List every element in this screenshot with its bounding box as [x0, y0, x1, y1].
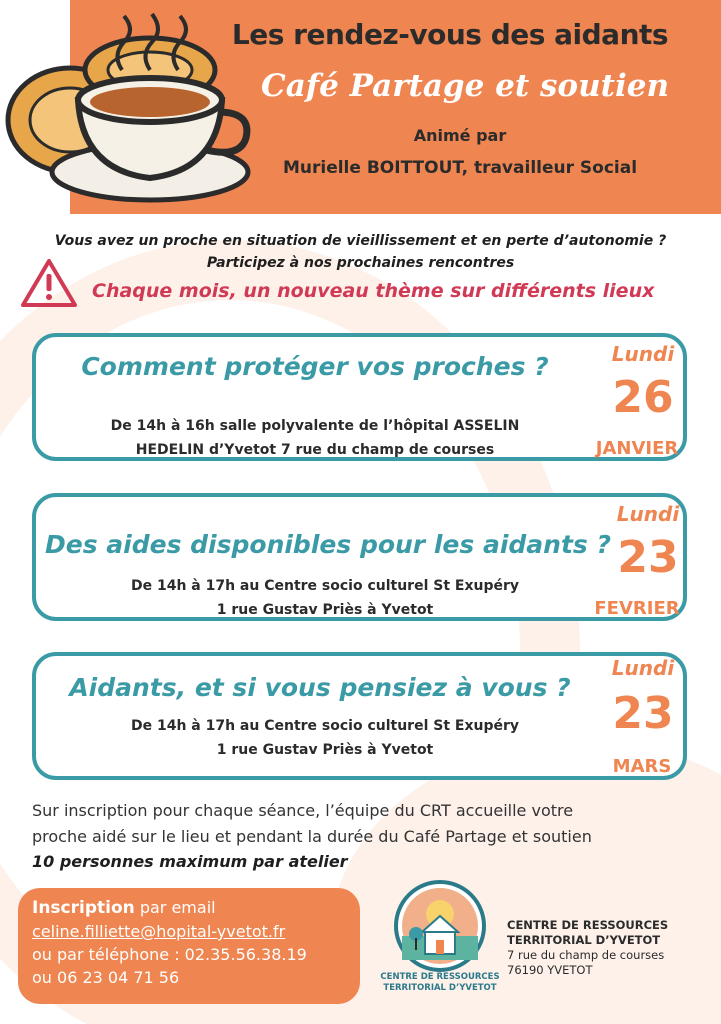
session-details-1 [70, 414, 560, 462]
org-name-line-1: CENTRE DE RESSOURCES [507, 918, 669, 932]
registration-info [32, 798, 702, 850]
org-address-line-2: 76190 YVETOT [507, 963, 593, 977]
session-month-2: FEVRIER [594, 598, 680, 619]
session-location-2a: De 14h à 17h au Centre socio culturel St Exupéry [130, 578, 520, 594]
session-location-3b: 1 rue Gustav Priès à Yvetot [216, 742, 434, 758]
logo-caption-line-1: CENTRE DE RESSOURCES [380, 972, 500, 982]
session-month-1: JANVIER [595, 438, 679, 459]
session-details-2 [80, 574, 570, 622]
logo-caption [368, 972, 512, 994]
inscription-label: Inscription [32, 898, 135, 918]
intro-line-1: Vous avez un proche en situation de vieillissement et en perte d’autonomie ? [54, 233, 667, 249]
page-subtitle: Café Partage et soutien [261, 68, 669, 104]
mobile-line: ou 06 23 04 71 56 [32, 968, 180, 987]
info-line-2: proche aidé sur le lieu et pendant la durée du Café Partage et soutien [32, 827, 592, 846]
max-participants-note: 10 personnes maximum par atelier [32, 852, 348, 871]
info-line-1: Sur inscription pour chaque séance, l’équipe du CRT accueille votre [32, 801, 574, 820]
org-name-line-2: TERRITORIAL D’YVETOT [507, 933, 661, 947]
animated-by-label: Animé par [413, 126, 507, 145]
session-location-1b: HEDELIN d’Yvetot 7 rue du champ de courses [135, 442, 495, 458]
house-logo-icon [394, 880, 486, 972]
by-email-label: par email [134, 898, 216, 917]
session-date-1: 26 [612, 372, 674, 423]
organization-block [507, 918, 717, 978]
org-address-line-1: 7 rue du champ de courses [507, 948, 665, 962]
session-day-3: Lundi [611, 656, 675, 680]
session-title-1: Comment protéger vos proches ? [81, 352, 549, 381]
session-day-2: Lundi [616, 502, 680, 526]
contact-heading [32, 896, 346, 920]
animator-name: Murielle BOITTOUT, travailleur Social [282, 158, 638, 178]
phone-line: ou par téléphone : 02.35.56.38.19 [32, 945, 307, 964]
contact-box [18, 888, 360, 1004]
logo-caption-line-2: TERRITORIAL D’YVETOT [383, 983, 497, 993]
email-link[interactable]: celine.filliette@hopital-yvetot.fr [32, 922, 286, 941]
intro-line-2: Participez à nos prochaines rencontres [206, 255, 515, 271]
session-location-1a: De 14h à 16h salle polyvalente de l’hôpital ASSELIN [110, 418, 520, 434]
warning-icon [20, 258, 78, 308]
session-title-2: Des aides disponibles pour les aidants ? [44, 530, 611, 559]
session-details-3 [80, 714, 570, 762]
session-month-3: MARS [612, 756, 672, 777]
session-date-3: 23 [612, 688, 674, 739]
theme-note: Chaque mois, un nouveau thème sur différents lieux [92, 280, 655, 302]
session-date-2: 23 [617, 532, 679, 583]
page-title: Les rendez-vous des aidants [231, 18, 669, 51]
session-location-3a: De 14h à 17h au Centre socio culturel St Exupéry [130, 718, 520, 734]
intro-text [0, 230, 721, 274]
session-title-3: Aidants, et si vous pensiez à vous ? [69, 673, 571, 702]
session-day-1: Lundi [611, 342, 675, 366]
session-location-2b: 1 rue Gustav Priès à Yvetot [216, 602, 434, 618]
